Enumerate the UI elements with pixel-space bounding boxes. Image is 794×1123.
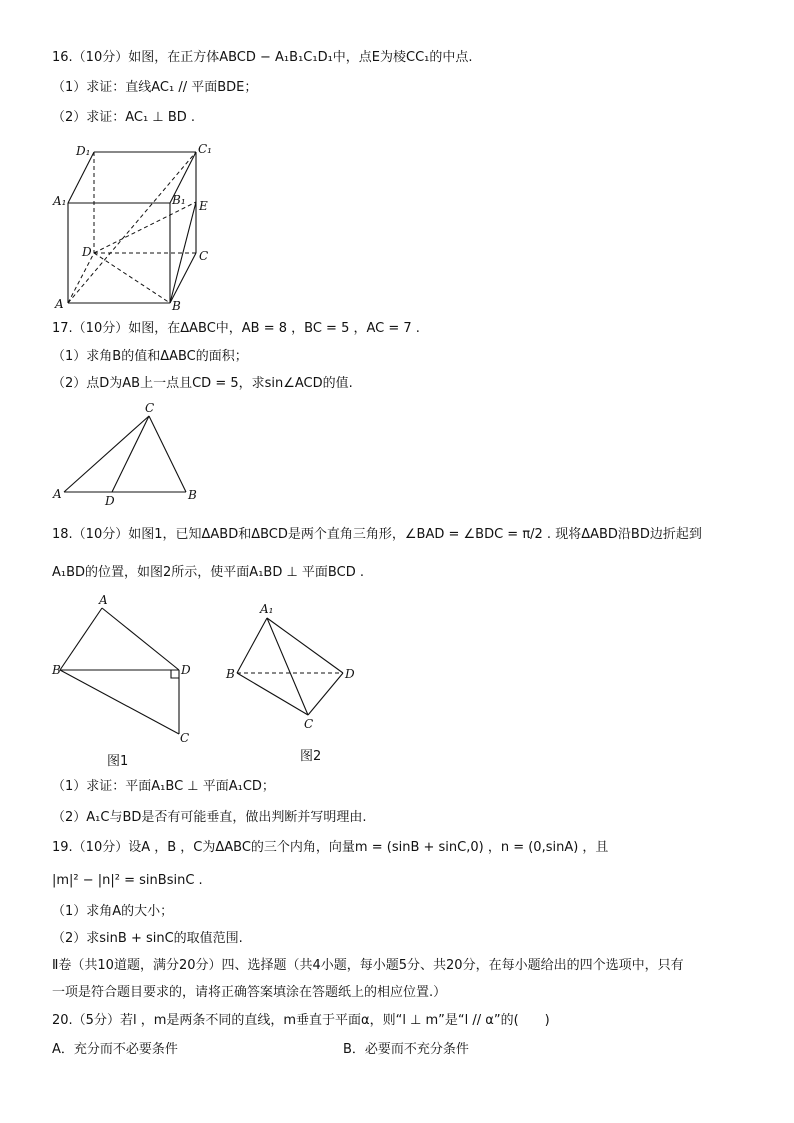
- fig1-label-D: D: [181, 663, 191, 677]
- fig1-label-C: C: [180, 731, 190, 745]
- tri17-label-A: A: [53, 487, 62, 501]
- section2-line2: 一项是符合题目要求的，请将正确答案填涂在答题纸上的相应位置.）: [52, 985, 447, 1000]
- q16-part2: （2）求证：AC₁ ⊥ BD .: [52, 110, 196, 125]
- q18-stem-2: A₁BD的位置，如图2所示，使平面A₁BD ⊥ 平面BCD .: [52, 565, 364, 580]
- label-C1: C₁: [198, 142, 212, 156]
- cube-figure: [50, 138, 220, 313]
- triangle-17-figure: [50, 398, 210, 508]
- q17-part1: （1）求角B的值和ΔABC的面积；: [52, 349, 248, 364]
- label-D1: D₁: [76, 144, 91, 158]
- q19-stem: 19.（10分）设A ，B ，C为ΔABC的三个内角，向量m = (sinB + sinC,0) ，n = (0,sinA) ，且: [52, 840, 609, 855]
- label-C: C: [199, 249, 209, 263]
- label-A: A: [55, 297, 64, 311]
- label-B: B: [172, 299, 181, 313]
- q20-option-a: A．充分而不必要条件: [52, 1042, 178, 1057]
- label-D: D: [82, 245, 92, 259]
- tri17-label-B: B: [188, 488, 197, 502]
- q18-stem: 18.（10分）如图1，已知ΔABD和ΔBCD是两个直角三角形，∠BAD = ∠BDC = π/2 . 现将ΔABD沿BD边折起到: [52, 527, 702, 542]
- q20-stem: 20.（5分）若l ，m是两条不同的直线，m垂直于平面α，则“l ⊥ m”是“l // α”的( ): [52, 1013, 550, 1028]
- tri17-label-C: C: [145, 401, 155, 415]
- fig2-label-C: C: [304, 717, 314, 731]
- q19-stem-2: |m|² − |n|² = sinBsinC .: [52, 873, 203, 888]
- q18-part2: （2）A₁C与BD是否有可能垂直，做出判断并写明理由.: [52, 810, 367, 825]
- q19-part2: （2）求sinB + sinC的取值范围.: [52, 931, 243, 946]
- q16-stem: 16.（10分）如图，在正方体ABCD − A₁B₁C₁D₁中，点E为棱CC₁的中点.: [52, 50, 473, 65]
- label-A1: A₁: [53, 194, 67, 208]
- section2-line1: Ⅱ卷（共10道题，满分20分）四、选择题（共4小题，每小题5分、共20分，在每小题给出的四个选项中，只有: [52, 958, 684, 973]
- tri17-label-D: D: [105, 494, 115, 508]
- label-B1: B₁: [172, 193, 186, 207]
- figure-2-caption: 图2: [300, 749, 322, 764]
- q17-part2: （2）点D为AB上一点且CD = 5，求sin∠ACD的值.: [52, 376, 353, 391]
- fig1-label-B: B: [52, 663, 61, 677]
- fig1-label-A: A: [99, 594, 108, 607]
- fold-figure-2: [222, 600, 362, 735]
- fig2-label-D: D: [345, 667, 355, 681]
- fold-figure-1: [50, 594, 200, 746]
- fig2-label-A1: A₁: [260, 602, 274, 616]
- q17-stem: 17.（10分）如图，在ΔABC中，AB = 8 ，BC = 5 ，AC = 7 .: [52, 321, 420, 336]
- q16-part1: （1）求证：直线AC₁ // 平面BDE；: [52, 80, 258, 95]
- q20-option-b: B．必要而不充分条件: [343, 1042, 469, 1057]
- q18-part1: （1）求证：平面A₁BC ⊥ 平面A₁CD；: [52, 779, 275, 794]
- q19-part1: （1）求角A的大小；: [52, 904, 174, 919]
- label-E: E: [199, 199, 208, 213]
- fig2-label-B: B: [226, 667, 235, 681]
- figure-1-caption: 图1: [107, 754, 129, 769]
